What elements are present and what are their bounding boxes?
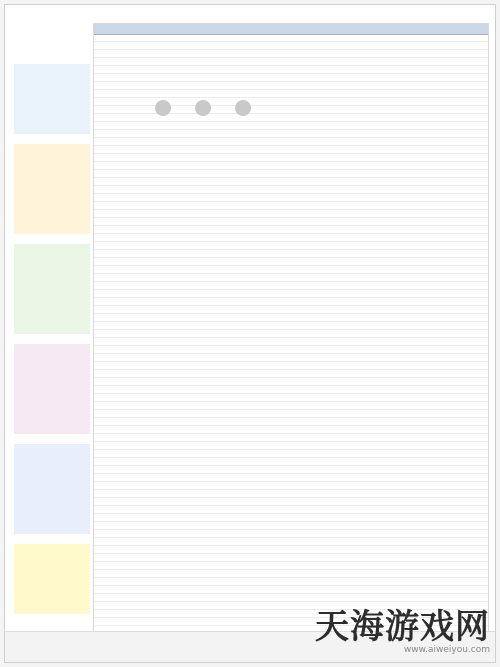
table-row [94,148,488,154]
table-row [94,460,488,466]
table-row [94,388,488,394]
table-row [94,236,488,242]
section-level-3 [14,244,90,334]
table-row [94,68,488,74]
table-row [94,52,488,58]
table-row [94,588,488,594]
watermark-url: www.aiweiyou.com [403,645,490,655]
table-row [94,252,488,258]
table-row [94,516,488,522]
section-level-4 [14,344,90,434]
table-row [94,380,488,386]
table-row [94,364,488,370]
table-row [94,196,488,202]
table-row [94,372,488,378]
table-row [94,492,488,498]
table-row [94,436,488,442]
table-row [94,268,488,274]
section-level-6 [14,544,90,614]
table-row [94,76,488,82]
table-row [94,140,488,146]
section-level-1 [14,64,90,134]
table-row [94,300,488,306]
table-row [94,284,488,290]
table-row [94,332,488,338]
site-watermark [315,609,490,655]
table-row [94,356,488,362]
table-row [94,484,488,490]
table-row [94,580,488,586]
table-header [94,24,488,35]
table-row [94,260,488,266]
section-level-5 [14,444,90,534]
table-row [94,532,488,538]
table-row [94,92,488,98]
table-row [94,308,488,314]
table-row [94,212,488,218]
data-table [93,23,490,647]
table-row [94,540,488,546]
table-row [94,444,488,450]
table-row [94,572,488,578]
table-row [94,180,488,186]
table-row [94,244,488,250]
table-row [94,404,488,410]
table-row [94,348,488,354]
table-row [94,324,488,330]
document-sheet [4,4,496,663]
table-row [94,132,488,138]
decorative-dot [155,100,171,116]
table-row [94,84,488,90]
decorative-dot [235,100,251,116]
table-row [94,276,488,282]
table-row [94,100,488,106]
table-row [94,524,488,530]
table-row [94,108,488,114]
table-row [94,556,488,562]
table-row [94,468,488,474]
table-row [94,412,488,418]
table-row [94,204,488,210]
table-row [94,596,488,602]
table-row [94,452,488,458]
decorative-dot [195,100,211,116]
watermark-brand: 天海游戏网 [315,607,490,647]
section-level-2 [14,144,90,234]
table-row [94,500,488,506]
table-row [94,508,488,514]
table-row [94,116,488,122]
table-row [94,172,488,178]
table-row [94,428,488,434]
table-row [94,292,488,298]
table-row [94,548,488,554]
table-row [94,396,488,402]
table-row [94,124,488,130]
table-row [94,316,488,322]
table-row [94,420,488,426]
table-row [94,188,488,194]
table-row [94,36,488,42]
table-row [94,476,488,482]
table-row [94,60,488,66]
table-row [94,156,488,162]
table-row [94,44,488,50]
table-row [94,228,488,234]
table-row [94,564,488,570]
table-row [94,164,488,170]
table-row [94,340,488,346]
table-row [94,220,488,226]
